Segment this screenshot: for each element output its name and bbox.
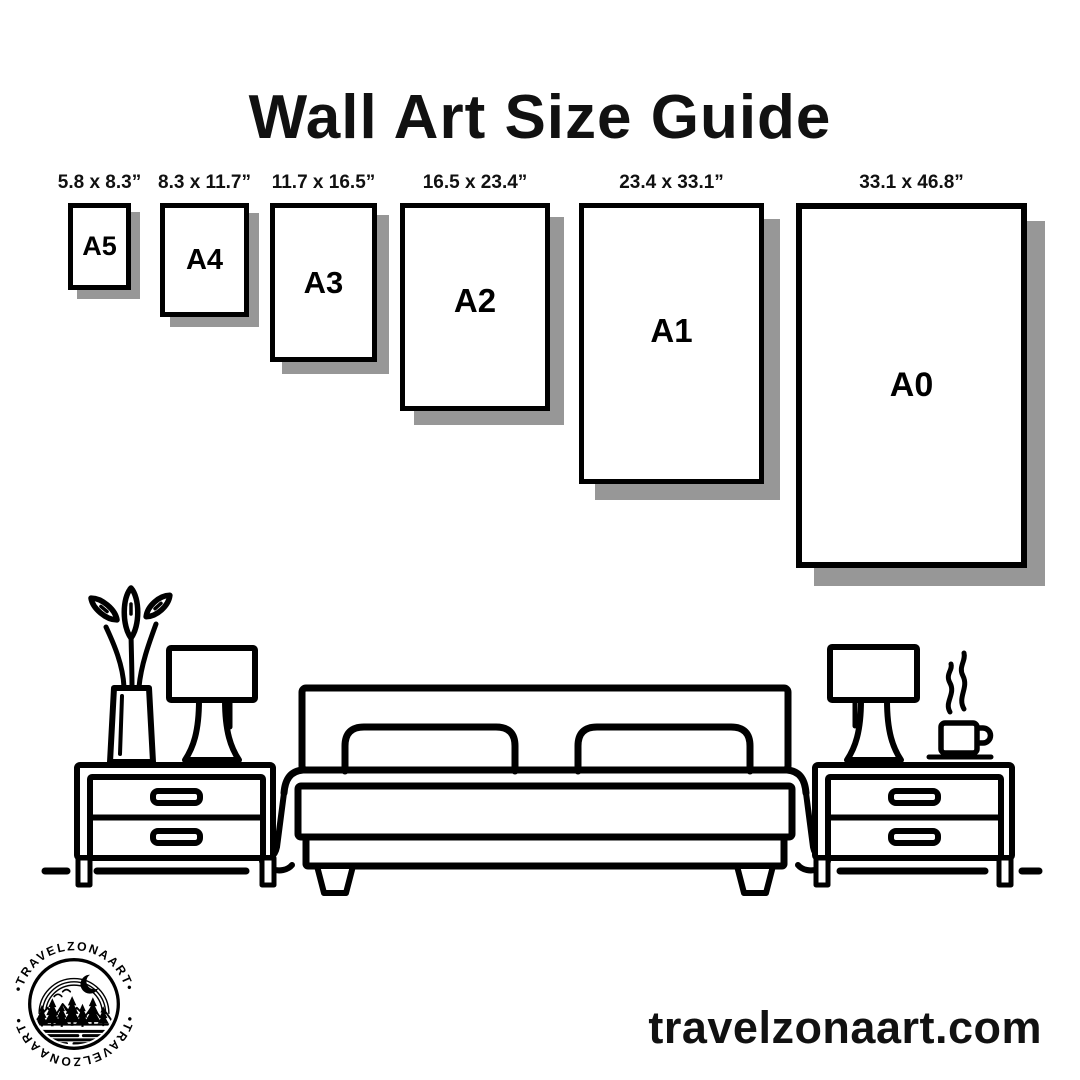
logo-arc-text-top: •TRAVELZONAART• [10,939,138,994]
size-frame-a2 [400,203,550,411]
nightstand-right-icon [815,765,1012,885]
pillow-icon [578,727,750,771]
size-frame-letter: A5 [82,231,117,261]
size-dimensions-label: 33.1 x 46.8” [859,172,964,193]
size-frame-a0 [796,203,1027,568]
size-frame-a4 [160,203,249,317]
size-frame-group-a2 [400,172,550,411]
size-dimensions-label: 5.8 x 8.3” [57,172,142,193]
size-frame-letter: A4 [185,243,224,276]
size-frame-a3 [270,203,377,362]
lamp-shade [830,647,917,700]
steam-icon [948,664,951,712]
plant-stem [139,624,156,687]
nightstand-left-icon [77,765,274,885]
size-dimensions-label: 8.3 x 11.7” [158,172,251,193]
size-frame-letter: A3 [303,264,344,300]
steam-icon [961,653,964,709]
cup-body [941,723,977,753]
size-frame-group-a0 [796,172,1027,568]
size-frame-group-a5 [57,172,142,290]
coffee-cup-icon [929,653,991,757]
bedroom-scene [0,580,1080,900]
size-frame-letter: A0 [889,366,934,404]
size-frame-a5 [68,203,131,290]
vase [110,688,153,762]
bed-foot [737,866,773,893]
logo-moon-icon [80,975,98,994]
drawer-handle [816,858,828,885]
lamp-shade [169,648,255,700]
logo-arc-text-bottom: •TRAVELZONAART• [10,1014,138,1069]
size-frame-letter: A1 [650,311,693,349]
website-url: travelzonaart.com [648,1002,1042,1053]
lamp-left-icon [169,648,255,760]
page-title: Wall Art Size Guide [248,82,832,152]
pillow-icon [345,727,515,771]
bed-base [306,837,784,866]
vase-plant-icon [88,588,174,762]
brand-logo [8,938,140,1070]
size-frame-a1 [579,203,764,484]
plant-stem [106,627,124,687]
size-frame-letter: A2 [453,282,497,319]
size-frame-group-a4 [158,172,251,317]
bed-foot [317,866,353,893]
size-frame-group-a3 [270,172,377,362]
mattress-band [298,786,792,837]
size-dimensions-label: 16.5 x 23.4” [422,172,528,193]
size-frame-group-a1 [579,172,764,484]
lamp-right-icon [830,647,917,760]
bed-icon [262,688,828,893]
size-dimensions-label: 23.4 x 33.1” [619,172,724,193]
size-dimensions-label: 11.7 x 16.5” [271,172,376,193]
